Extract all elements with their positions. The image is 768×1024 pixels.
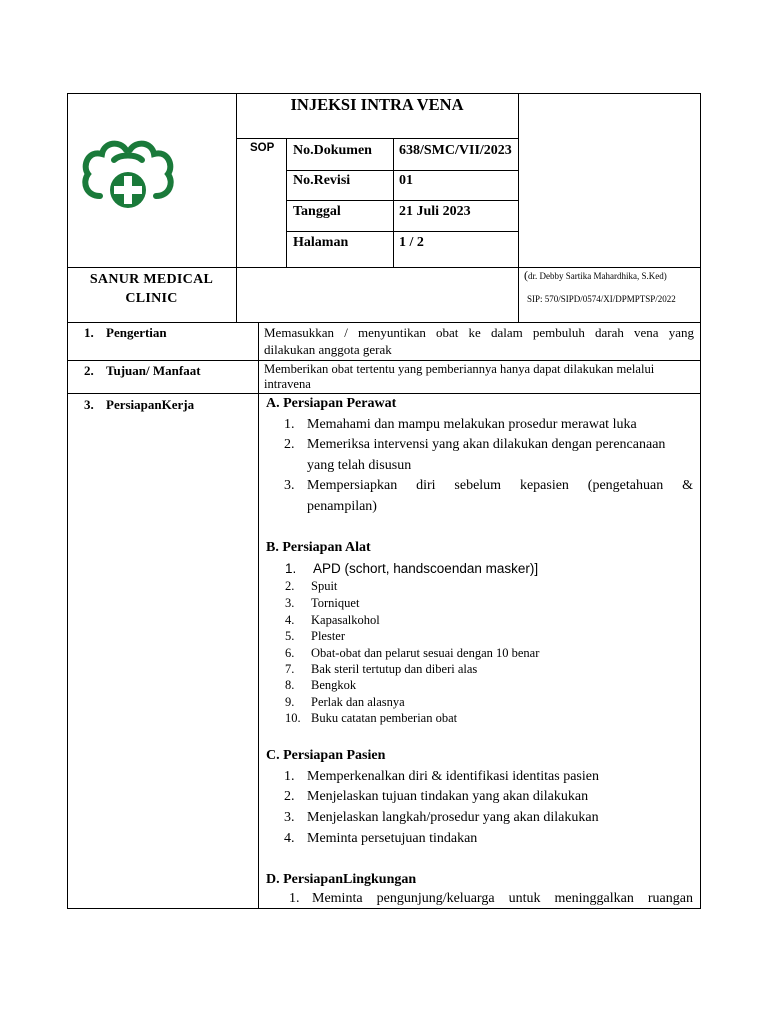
list-item: Memahami dan mampu melakukan prosedur merawat luka [307, 417, 637, 432]
pengertian-text-line2: dilakukan anggota gerak [264, 342, 392, 357]
list-item-num: 1. [285, 561, 297, 576]
list-item: Torniquet [311, 596, 360, 610]
signer-name-text: dr. Debby Sartika Mahardhika, S.Ked) [528, 271, 667, 281]
section-3-label: PersiapanKerja [106, 397, 195, 412]
list-item: Buku catatan pemberian obat [311, 711, 458, 725]
list-item-num: 1. [284, 417, 295, 432]
signer-name [524, 268, 667, 283]
list-item: Memeriksa intervensi yang akan dilakukan dengan perencanaan [307, 437, 666, 452]
list-item: penampilan) [307, 499, 377, 514]
document-title: INJEKSI INTRA VENA [290, 95, 464, 114]
list-item-num: 1. [284, 769, 295, 784]
list-item-num: 3. [285, 596, 295, 610]
list-item: Meminta persetujuan tindakan [307, 831, 478, 846]
list-item-num: 4. [285, 613, 295, 627]
list-item: yang telah disusun [307, 458, 412, 473]
list-item-num: 6. [285, 646, 295, 660]
persiapan-pasien-title: C. Persiapan Pasien [266, 748, 386, 763]
list-item-num: 2. [284, 789, 295, 804]
list-item-num: 3. [284, 810, 295, 825]
list-item: Plester [311, 629, 346, 643]
section-2-num: 2. [84, 363, 94, 378]
row-border [67, 393, 701, 394]
list-item: Mempersiapkan diri sebelum kepasien (pengetahuan & [307, 478, 693, 493]
table-border-left [67, 93, 68, 909]
section-1-label: Pengertian [106, 325, 167, 340]
header-divider-right [518, 93, 519, 322]
row-border [286, 231, 518, 232]
signer-paren: ( [524, 268, 528, 282]
section-1-num: 1. [84, 325, 94, 340]
table-border-right [700, 93, 701, 909]
list-item: Kapasalkohol [311, 613, 380, 627]
list-item-num: 7. [285, 662, 295, 676]
persiapan-lingkungan-title: D. PersiapanLingkungan [266, 872, 417, 887]
list-item-num: 4. [284, 831, 295, 846]
list-item-num: 5. [285, 629, 295, 643]
tujuan-text-line2: intravena [264, 377, 311, 391]
label-column-border [393, 138, 394, 267]
row-border [286, 170, 518, 171]
persiapan-perawat-title: A. Persiapan Perawat [266, 396, 397, 411]
list-item: Meminta pengunjung/keluarga untuk meninggalkan ruangan [312, 891, 693, 906]
list-item: Memperkenalkan diri & identifikasi identitas pasien [307, 769, 599, 784]
list-item: Menjelaskan langkah/prosedur yang akan dilakukan [307, 810, 599, 825]
list-item: Menjelaskan tujuan tindakan yang akan dilakukan [307, 789, 589, 804]
list-item-num: 10. [285, 711, 301, 725]
sip-number: SIP: 570/SIPD/0574/XI/DPMPTSP/2022 [527, 294, 676, 304]
halaman-value: 1 / 2 [399, 235, 424, 250]
medical-cross-clover-logo-icon [80, 138, 176, 212]
persiapan-alat-title: B. Persiapan Alat [266, 540, 371, 555]
list-item-num: 3. [284, 478, 295, 493]
list-item: Perlak dan alasnya [311, 695, 405, 709]
sop-label: SOP [250, 142, 275, 154]
halaman-label: Halaman [293, 235, 349, 250]
table-border-bottom [67, 908, 701, 909]
row-border [67, 360, 701, 361]
list-item-num: 2. [285, 579, 295, 593]
row-border [286, 200, 518, 201]
body-column-divider [258, 322, 259, 909]
no-revisi-value: 01 [399, 173, 413, 188]
list-item-num: 8. [285, 678, 295, 692]
tujuan-text-line1: Memberikan obat tertentu yang pemberiannya hanya dapat dilakukan melalui [264, 362, 655, 376]
no-revisi-label: No.Revisi [293, 173, 351, 188]
table-border-mid [67, 322, 701, 323]
list-item-num: 1. [289, 891, 300, 906]
no-dokumen-value: 638/SMC/VII/2023 [399, 143, 512, 158]
pengertian-text-line1: Memasukkan / menyuntikan obat ke dalam pembuluh darah vena yang [264, 325, 694, 340]
section-2-label: Tujuan/ Manfaat [106, 363, 201, 378]
tanggal-label: Tanggal [293, 204, 341, 219]
clinic-name-line1: SANUR MEDICAL [89, 272, 214, 287]
header-divider-logo [236, 93, 237, 322]
table-border-top [67, 93, 701, 94]
list-item-num: 9. [285, 695, 295, 709]
clinic-name-line2: CLINIC [125, 291, 178, 306]
tanggal-value: 21 Juli 2023 [399, 204, 471, 219]
no-dokumen-label: No.Dokumen [293, 143, 372, 158]
list-item: Bak steril tertutup dan diberi alas [311, 662, 478, 676]
list-item: Obat-obat dan pelarut sesuai dengan 10 benar [311, 646, 540, 660]
section-3-num: 3. [84, 397, 94, 412]
list-item: Spuit [311, 579, 338, 593]
list-item-num: 2. [284, 437, 295, 452]
list-item: Bengkok [311, 678, 357, 692]
title-row-border [236, 138, 518, 139]
sop-column-border [286, 138, 287, 267]
list-item: APD (schort, handscoendan masker)] [313, 561, 539, 576]
